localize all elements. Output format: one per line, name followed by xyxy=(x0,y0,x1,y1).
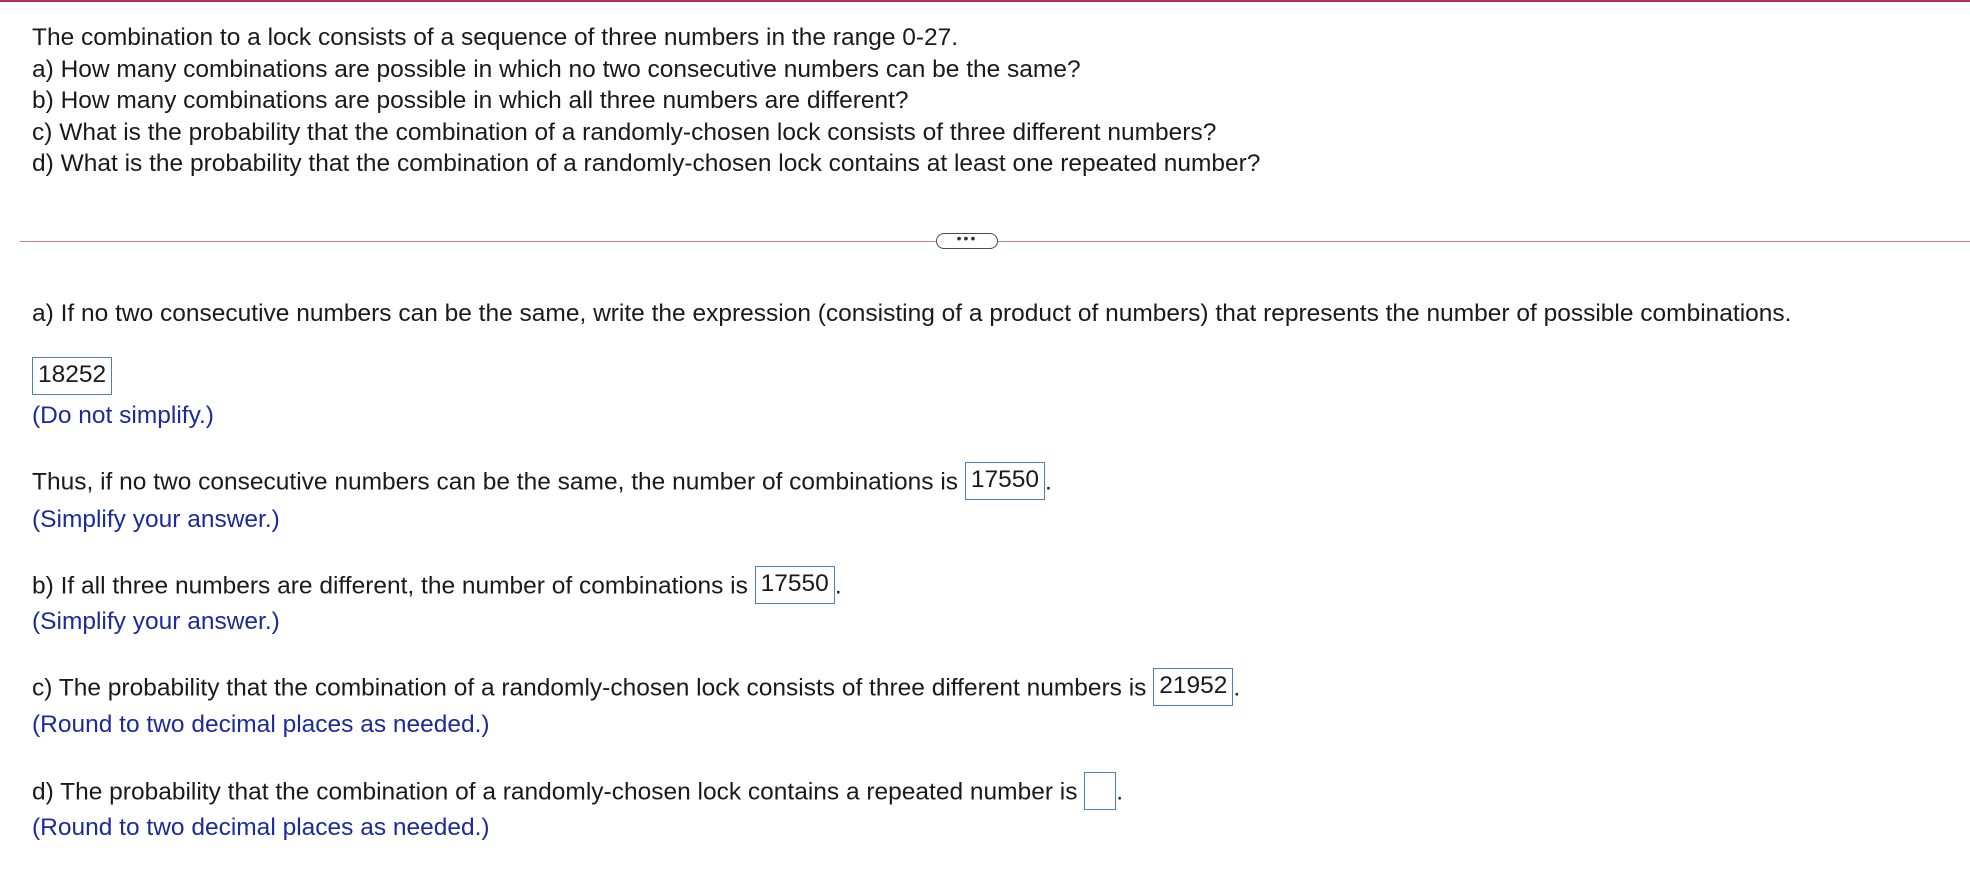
part-c-input[interactable]: 21952 xyxy=(1153,668,1233,706)
more-icon: ••• xyxy=(956,230,978,246)
part-d-line xyxy=(32,774,1123,812)
part-a-prompt: a) If no two consecutive numbers can be the same, write the expression (consisting of a product of numbers) that represents the number of possible combinations. xyxy=(32,300,1792,327)
part-b-line xyxy=(32,568,842,606)
period: . xyxy=(1233,674,1241,702)
question-line: c) What is the probability that the combination of a randomly-chosen lock consists of three different numbers? xyxy=(32,118,1217,146)
part-c-text: c) The probability that the combination of a randomly-chosen lock consists of three different numbers is xyxy=(32,674,1147,702)
part-a-result-text: Thus, if no two consecutive numbers can be the same, the number of combinations is xyxy=(32,468,959,496)
part-a-result-hint: (Simplify your answer.) xyxy=(32,506,280,533)
expand-more-button[interactable] xyxy=(936,230,998,249)
question-line: d) What is the probability that the combination of a randomly-chosen lock contains at least one repeated number? xyxy=(32,150,1261,177)
part-d-input[interactable] xyxy=(1084,772,1116,810)
part-b-input[interactable]: 17550 xyxy=(755,566,835,604)
part-a-result-line xyxy=(32,464,1052,502)
part-d-text: d) The probability that the combination of a randomly-chosen lock contains a repeated number is xyxy=(32,778,1078,806)
part-c-line xyxy=(32,670,1240,708)
part-b-hint: (Simplify your answer.) xyxy=(32,608,280,635)
question-line: b) How many combinations are possible in which all three numbers are different? xyxy=(32,87,909,114)
part-a-expression-input[interactable]: 18252 xyxy=(32,357,112,395)
question-text xyxy=(32,22,1260,180)
question-line: The combination to a lock consists of a sequence of three numbers in the range 0-27. xyxy=(32,24,959,51)
part-a-result-input[interactable]: 17550 xyxy=(965,462,1045,500)
part-a-expression-container xyxy=(32,359,112,397)
period: . xyxy=(1116,778,1124,806)
question-line: a) How many combinations are possible in which no two consecutive numbers can be the same? xyxy=(32,55,1081,83)
part-d-hint: (Round to two decimal places as needed.) xyxy=(32,814,490,841)
period: . xyxy=(1045,468,1052,496)
part-a-expression-hint: (Do not simplify.) xyxy=(32,402,214,429)
part-b-text: b) If all three numbers are different, the number of combinations is xyxy=(32,572,748,600)
top-border xyxy=(0,0,1970,2)
part-c-hint: (Round to two decimal places as needed.) xyxy=(32,711,490,738)
period: . xyxy=(834,572,842,600)
